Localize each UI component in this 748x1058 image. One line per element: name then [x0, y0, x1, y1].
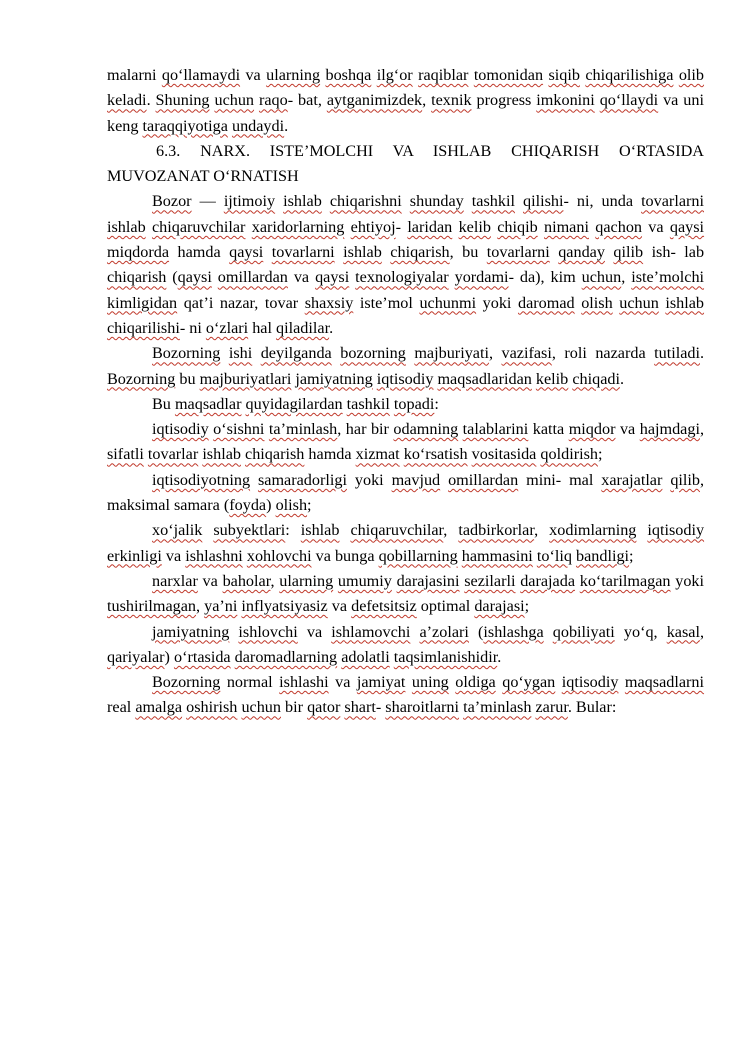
- spellcheck-flagged-word: iste’molchi: [631, 268, 705, 287]
- text-run: va: [287, 268, 316, 287]
- spellcheck-flagged-word: texnologiyalar: [355, 268, 449, 287]
- text-run: katta: [528, 420, 569, 439]
- text-run: [202, 521, 213, 539]
- text-run: hamda: [304, 445, 356, 464]
- spellcheck-flagged-word: olib: [678, 66, 705, 84]
- spellcheck-flagged-word: bandligi: [575, 546, 630, 565]
- spellcheck-flagged-word: oldiga: [455, 673, 496, 692]
- spellcheck-flagged-word: ijtimoiy: [223, 192, 276, 211]
- spellcheck-flagged-word: shart: [344, 698, 376, 717]
- spellcheck-flagged-word: uchun: [241, 698, 281, 717]
- spellcheck-flagged-word: adolatli: [341, 647, 390, 666]
- text-run: - ni, unda: [563, 192, 642, 211]
- spellcheck-flagged-word: xodimlarning: [549, 521, 637, 540]
- spellcheck-flagged-word: qariyalar: [107, 647, 165, 666]
- spellcheck-flagged-word: Bozor: [152, 192, 192, 211]
- spellcheck-flagged-word: siqib: [548, 66, 580, 84]
- text-run: [636, 521, 647, 539]
- spellcheck-flagged-word: maqsadlar: [174, 394, 242, 413]
- spellcheck-flagged-word: chiqaruvchilar: [151, 217, 246, 236]
- text-run: .: [284, 116, 289, 135]
- spellcheck-flagged-word: qilib: [670, 470, 700, 489]
- text-run: [220, 344, 228, 362]
- spellcheck-flagged-word: miqdor: [568, 420, 616, 439]
- spellcheck-flagged-word: zarur: [535, 698, 568, 717]
- spellcheck-flagged-word: uchun: [619, 293, 659, 312]
- spellcheck-flagged-word: a’zolari: [419, 622, 469, 641]
- spellcheck-flagged-word: sharoitlarni: [385, 698, 460, 717]
- text-run: va: [161, 546, 186, 565]
- text-run: ): [266, 496, 276, 515]
- body-paragraph: [107, 569, 704, 620]
- spellcheck-flagged-word: narxlar: [152, 571, 198, 590]
- text-run: —: [191, 192, 224, 211]
- text-run: ,: [534, 521, 550, 540]
- spellcheck-flagged-word: inflyatsiyasiz: [241, 597, 328, 616]
- text-run: va uni keng: [107, 91, 704, 135]
- text-run: .: [329, 318, 334, 337]
- text-run: [339, 521, 350, 539]
- spellcheck-flagged-word: chiqib: [497, 217, 538, 236]
- spellcheck-flagged-word: ta’minlash: [463, 698, 532, 717]
- spellcheck-flagged-word: texnik: [431, 91, 472, 110]
- spellcheck-flagged-word: tadbirkorlar: [458, 521, 535, 540]
- spellcheck-flagged-word: yordami: [454, 268, 509, 287]
- text-run: .: [146, 91, 156, 110]
- text-run: optimal: [416, 597, 475, 616]
- text-run: va: [615, 420, 640, 439]
- text-run: [252, 344, 260, 362]
- text-run: ,: [699, 420, 705, 439]
- section-heading: [107, 139, 704, 190]
- spellcheck-flagged-word: undaydi: [231, 116, 285, 135]
- text-run: qat’i nazar, tovar: [177, 293, 305, 312]
- spellcheck-flagged-word: ularning: [279, 571, 334, 590]
- text-run: iste’mol: [353, 293, 420, 312]
- spellcheck-flagged-word: topadi: [393, 394, 435, 413]
- spellcheck-flagged-word: omillardan: [217, 268, 288, 287]
- spellcheck-flagged-word: ko‘rsatish: [403, 445, 468, 464]
- spellcheck-flagged-word: raqo: [258, 91, 288, 110]
- text-run: [402, 192, 410, 210]
- spellcheck-flagged-word: foyda: [229, 496, 267, 515]
- spellcheck-flagged-word: ishi: [228, 344, 253, 363]
- text-run: , roli nazarda: [551, 344, 655, 363]
- spellcheck-flagged-word: quyidagilardan: [245, 394, 343, 413]
- text-run: .: [619, 369, 625, 388]
- spellcheck-flagged-word: qilishi: [522, 192, 564, 211]
- text-run: Bu: [152, 394, 175, 413]
- body-paragraph: [107, 468, 704, 519]
- spellcheck-flagged-word: majburiyati: [414, 344, 489, 363]
- spellcheck-flagged-word: qoldirish: [540, 445, 598, 464]
- spellcheck-flagged-word: tovarlarni: [486, 243, 550, 262]
- text-run: hamda: [169, 243, 230, 262]
- text-run: ,: [196, 597, 205, 616]
- spellcheck-flagged-word: o‘zlari: [205, 318, 249, 337]
- spellcheck-flagged-word: iqtisodiyotning: [152, 470, 251, 489]
- spellcheck-flagged-word: ishlab: [300, 521, 340, 540]
- text-run: [275, 192, 283, 210]
- text-run: ,: [488, 344, 502, 363]
- spellcheck-flagged-word: shaxsiy: [304, 293, 354, 312]
- text-run: (: [166, 268, 178, 287]
- spellcheck-flagged-word: talablarini: [462, 420, 529, 439]
- text-run: ,: [422, 91, 432, 110]
- spellcheck-flagged-word: sifatli: [107, 445, 144, 464]
- spellcheck-flagged-word: kelib: [458, 217, 491, 236]
- spellcheck-flagged-word: kelib: [535, 369, 569, 388]
- spellcheck-flagged-word: bozorning: [340, 344, 406, 363]
- spellcheck-flagged-word: uchun: [214, 91, 255, 110]
- spellcheck-flagged-word: taraqqiyotiga: [142, 116, 228, 135]
- text-run: [550, 243, 558, 261]
- text-run: ,: [699, 622, 705, 641]
- body-paragraph: [107, 670, 704, 721]
- text-run: [335, 243, 343, 261]
- spellcheck-flagged-word: tutiladi: [654, 344, 700, 363]
- spellcheck-flagged-word: Bozorning: [152, 673, 221, 692]
- text-run: va: [642, 217, 670, 236]
- text-run: va: [328, 673, 357, 692]
- text-run: va bunga: [311, 546, 379, 565]
- spellcheck-flagged-word: xaridorlarning: [251, 217, 345, 236]
- spellcheck-flagged-word: qator: [307, 698, 341, 717]
- spellcheck-flagged-word: imkonini: [536, 91, 595, 110]
- text-run: , bu: [449, 243, 487, 262]
- spellcheck-flagged-word: deyilganda: [260, 344, 332, 363]
- text-run: -: [375, 698, 386, 717]
- text-run: . Bular:: [567, 698, 617, 717]
- text-run: [332, 344, 340, 362]
- spellcheck-flagged-word: tovarlarni: [271, 243, 335, 262]
- spellcheck-flagged-word: jamiyat: [356, 673, 406, 692]
- spellcheck-flagged-word: ishlashga: [483, 622, 544, 641]
- spellcheck-flagged-word: tashkil: [471, 192, 515, 211]
- spellcheck-flagged-word: chiqarish: [390, 243, 450, 262]
- spellcheck-flagged-word: kimligidan: [107, 293, 178, 312]
- text-run: yoki: [670, 571, 705, 590]
- spellcheck-flagged-word: miqdorda: [107, 243, 170, 262]
- spellcheck-flagged-word: qachon: [595, 217, 643, 236]
- text-run: ;: [307, 496, 312, 515]
- spellcheck-flagged-word: daromad: [517, 293, 575, 312]
- spellcheck-flagged-word: iqtisodiy: [376, 369, 434, 388]
- spellcheck-flagged-word: maqsadlaridan: [437, 369, 532, 388]
- spellcheck-flagged-word: ta’minlash: [268, 420, 338, 439]
- spellcheck-flagged-word: qobillarning: [378, 546, 458, 565]
- body-paragraph: [107, 417, 704, 468]
- text-run: mini- mal: [518, 470, 602, 489]
- spellcheck-flagged-word: chiqarilishiga: [585, 66, 674, 84]
- text-run: yoki: [346, 470, 392, 489]
- spellcheck-flagged-word: vositasida: [471, 445, 537, 464]
- spellcheck-flagged-word: chiqarish: [245, 445, 305, 464]
- document-body: [107, 63, 704, 721]
- spellcheck-flagged-word: to‘liq: [536, 546, 572, 565]
- text-run: va: [297, 622, 332, 641]
- body-paragraph: [107, 620, 704, 671]
- text-run: real: [107, 698, 136, 717]
- spellcheck-flagged-word: qaysi: [315, 268, 350, 287]
- spellcheck-flagged-word: ko‘tarilmagan: [579, 571, 671, 590]
- text-run: [515, 192, 523, 210]
- spellcheck-flagged-word: chiqarish: [107, 268, 167, 287]
- text-run: [263, 243, 271, 261]
- body-paragraph: [107, 392, 704, 417]
- text-run: ,: [443, 521, 459, 540]
- text-run: - bat,: [287, 91, 327, 110]
- spellcheck-flagged-word: nimani: [544, 217, 589, 236]
- text-run: - da), kim: [508, 268, 582, 287]
- spellcheck-flagged-word: oshirish: [186, 698, 238, 717]
- spellcheck-flagged-word: shunday: [409, 192, 464, 211]
- spellcheck-flagged-word: uchun: [581, 268, 622, 287]
- spellcheck-flagged-word: jamiyatning: [295, 369, 373, 388]
- spellcheck-flagged-word: subyektlari: [213, 521, 286, 540]
- spellcheck-flagged-word: ya’ni: [204, 597, 238, 616]
- text-run: [440, 471, 448, 489]
- text-run: , maksimal samara (: [107, 470, 705, 515]
- spellcheck-flagged-word: darajada: [520, 571, 576, 590]
- text-run: ,: [621, 268, 632, 287]
- body-paragraph: [107, 518, 704, 569]
- text-run: bir: [281, 698, 308, 717]
- spellcheck-flagged-word: xarajatlar: [601, 470, 663, 489]
- text-run: bu: [175, 369, 200, 388]
- text-run: normal: [220, 673, 280, 692]
- spellcheck-flagged-word: ishlashi: [279, 673, 329, 692]
- spellcheck-flagged-word: hajmdagi: [639, 420, 700, 439]
- text-run: .: [497, 647, 502, 666]
- spellcheck-flagged-word: amalga: [135, 698, 183, 717]
- text-run: va: [327, 597, 352, 616]
- text-run: [322, 192, 330, 210]
- text-run: yo‘q,: [614, 622, 667, 641]
- spellcheck-flagged-word: ishlashni: [185, 546, 243, 565]
- spellcheck-flagged-word: uning: [411, 673, 449, 692]
- spellcheck-flagged-word: chiqarilishi: [107, 318, 180, 337]
- spellcheck-flagged-word: umumiy: [337, 571, 392, 590]
- spellcheck-flagged-word: ishlamovchi: [331, 622, 411, 641]
- spellcheck-flagged-word: xizmat: [355, 445, 400, 464]
- spellcheck-flagged-word: daromadlarning: [234, 647, 338, 666]
- spellcheck-flagged-word: omillardan: [448, 470, 519, 489]
- spellcheck-flagged-word: o‘rtasida: [173, 647, 231, 666]
- spellcheck-flagged-word: ilg‘or: [376, 66, 413, 84]
- spellcheck-flagged-word: ularning: [266, 66, 321, 84]
- text-run: .: [699, 344, 705, 363]
- spellcheck-flagged-word: xo‘jalik: [152, 521, 203, 540]
- text-run: 6.3. NARX. ISTE’MOLCHI VA ISHLAB CHIQARISH O‘RTASIDA MUVOZANAT O‘RNATISH: [107, 141, 704, 186]
- spellcheck-flagged-word: chiqarishni: [329, 192, 402, 211]
- spellcheck-flagged-word: baholar: [222, 571, 271, 590]
- spellcheck-flagged-word: olish: [581, 293, 613, 312]
- text-run: va: [197, 571, 223, 590]
- text-run: ): [164, 647, 174, 666]
- text-run: [250, 471, 258, 489]
- spellcheck-flagged-word: qiladilar: [276, 318, 330, 337]
- spellcheck-flagged-word: laridan: [407, 217, 453, 236]
- spellcheck-flagged-word: ishlab: [107, 217, 146, 236]
- body-paragraph: [107, 63, 704, 139]
- spellcheck-flagged-word: hammasini: [461, 546, 533, 565]
- text-run: :: [285, 521, 301, 540]
- spellcheck-flagged-word: tovarlarni: [641, 192, 704, 211]
- spellcheck-flagged-word: darajasini: [396, 571, 460, 590]
- spellcheck-flagged-word: odamning: [393, 420, 459, 439]
- spellcheck-flagged-word: raqiblar: [418, 66, 469, 84]
- spellcheck-flagged-word: qaysi: [229, 243, 264, 262]
- spellcheck-flagged-word: erkinligi: [107, 546, 162, 565]
- text-run: (: [468, 622, 484, 641]
- spellcheck-flagged-word: taqsimlanishidir: [393, 647, 498, 666]
- spellcheck-flagged-word: darajasi: [474, 597, 525, 616]
- text-run: hal: [248, 318, 277, 337]
- spellcheck-flagged-word: uchunmi: [419, 293, 477, 312]
- text-run: [544, 623, 553, 641]
- spellcheck-flagged-word: qaysi: [669, 217, 705, 236]
- spellcheck-flagged-word: ishlab: [283, 192, 322, 211]
- spellcheck-flagged-word: ishlab: [343, 243, 382, 262]
- spellcheck-flagged-word: o‘sishni: [213, 420, 265, 439]
- spellcheck-flagged-word: tovarlar: [147, 445, 199, 464]
- spellcheck-flagged-word: ishlovchi: [238, 622, 298, 641]
- spellcheck-flagged-word: tomonidan: [473, 66, 544, 84]
- text-run: ,: [270, 571, 280, 590]
- spellcheck-flagged-word: chiqadi: [572, 369, 620, 388]
- spellcheck-flagged-word: Bozorning: [152, 344, 221, 363]
- text-run: -: [395, 217, 408, 236]
- spellcheck-flagged-word: qanday: [558, 243, 605, 262]
- body-paragraph: [107, 341, 704, 392]
- spellcheck-flagged-word: xohlovchi: [246, 546, 312, 565]
- spellcheck-flagged-word: ishlab: [665, 293, 705, 312]
- spellcheck-flagged-word: qo‘llaydi: [599, 91, 659, 110]
- spellcheck-flagged-word: keladi: [107, 91, 147, 110]
- spellcheck-flagged-word: maqsadlarni: [624, 673, 705, 692]
- text-run: ish- lab: [643, 243, 705, 262]
- spellcheck-flagged-word: iqtisodiy: [152, 420, 209, 439]
- spellcheck-flagged-word: tashkil: [346, 394, 390, 413]
- spellcheck-flagged-word: tushirilmagan: [107, 597, 197, 616]
- spellcheck-flagged-word: qilib: [613, 243, 644, 262]
- text-run: ;: [524, 597, 530, 616]
- spellcheck-flagged-word: ehtiyoj: [350, 217, 396, 236]
- spellcheck-flagged-word: qobiliyati: [552, 622, 615, 641]
- spellcheck-flagged-word: iqtisodiy: [561, 673, 619, 692]
- spellcheck-flagged-word: Bozorning: [107, 369, 176, 388]
- spellcheck-flagged-word: qo‘ygan: [502, 673, 556, 692]
- spellcheck-flagged-word: sezilarli: [464, 571, 516, 590]
- spellcheck-flagged-word: olish: [275, 496, 308, 515]
- spellcheck-flagged-word: aytganimizdek: [326, 91, 423, 110]
- spellcheck-flagged-word: vazifasi: [501, 344, 552, 363]
- spellcheck-flagged-word: boshqa: [325, 66, 372, 84]
- spellcheck-flagged-word: qaysi: [177, 268, 212, 287]
- spellcheck-flagged-word: qo‘llamaydi: [161, 66, 241, 84]
- spellcheck-flagged-word: ishlab: [202, 445, 241, 464]
- spellcheck-flagged-word: kasal: [666, 622, 700, 641]
- text-run: ;: [629, 546, 634, 565]
- body-paragraph: [107, 189, 704, 341]
- spellcheck-flagged-word: defetsitsiz: [351, 597, 417, 616]
- text-run: , har bir: [337, 420, 394, 439]
- text-run: progress: [471, 91, 537, 110]
- spellcheck-flagged-word: chiqaruvchilar: [350, 521, 444, 540]
- text-run: - ni: [179, 318, 206, 337]
- spellcheck-flagged-word: iqtisodiy: [647, 521, 705, 540]
- text-run: malarni: [107, 66, 162, 84]
- spellcheck-flagged-word: jamiyatning: [152, 622, 230, 641]
- text-run: yoki: [476, 293, 518, 312]
- spellcheck-flagged-word: majburiyatlari: [199, 369, 292, 388]
- spellcheck-flagged-word: mavjud: [391, 470, 441, 489]
- spellcheck-flagged-word: Shuning: [155, 91, 210, 110]
- text-run: ;: [597, 445, 603, 464]
- text-run: :: [434, 394, 439, 413]
- text-run: [464, 192, 472, 210]
- spellcheck-flagged-word: samaradorligi: [257, 470, 347, 489]
- text-run: va: [240, 66, 267, 84]
